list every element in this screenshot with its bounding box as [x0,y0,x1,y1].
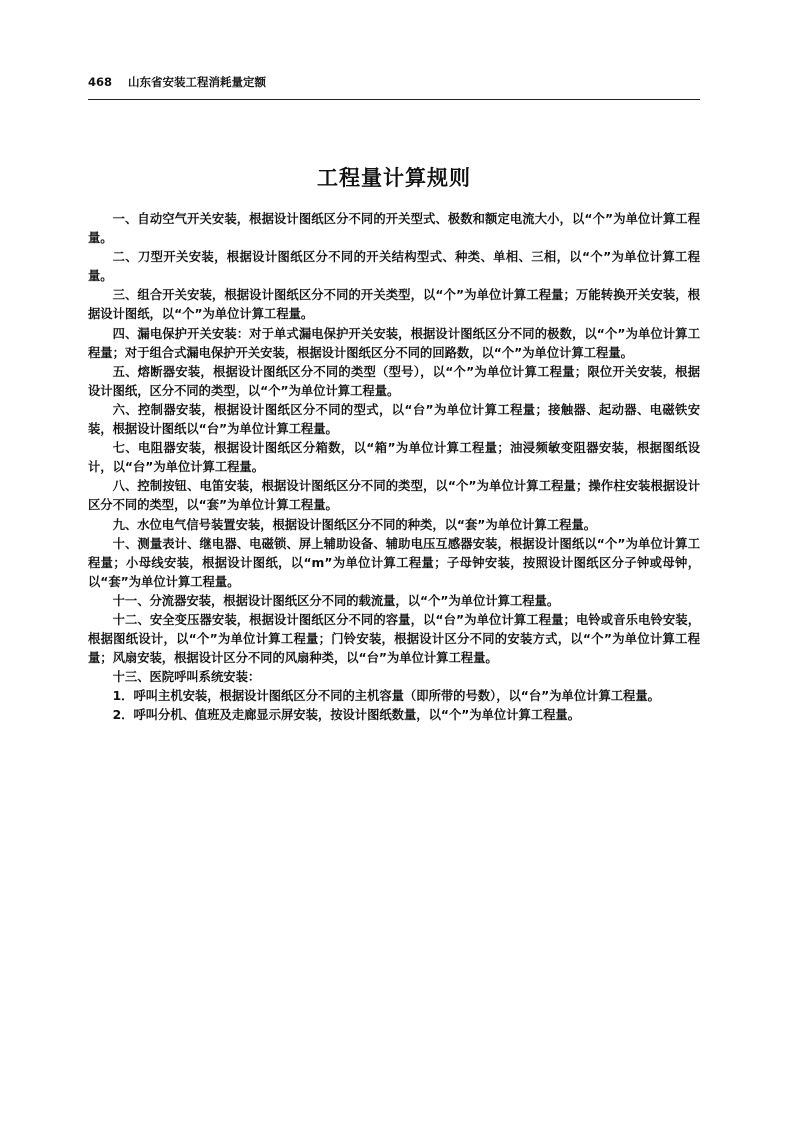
rule-paragraph-9: 九、水位电气信号装置安装，根据设计图纸区分不同的种类，以“套”为单位计算工程量。 [112,517,597,532]
rule-paragraph-2: 二、刀型开关安装，根据设计图纸区分不同的开关结构型式、种类、单相、三相，以“个”为单位计算工程量。 [88,250,700,284]
rule-paragraph-5: 五、熔断器安装，根据设计图纸区分不同的类型（型号），以“个”为单位计算工程量；限位开关安装，根据设计图纸，区分不同的类型，以“个”为单位计算工程量。 [88,364,700,398]
book-title: 山东省安装工程消耗量定额 [128,75,267,89]
rule-paragraph-8: 八、控制按钮、电笛安装，根据设计图纸区分不同的类型，以“个”为单位计算工程量；操作柱安装根据设计区分不同的类型，以“套”为单位计算工程量。 [88,479,700,513]
rule-paragraph-3: 三、组合开关安装，根据设计图纸区分不同的开关类型，以“个”为单位计算工程量；万能转换开关安装，根据设计图纸，以“个”为单位计算工程量。 [88,288,700,322]
rule-paragraph-7: 七、电阻器安装，根据设计图纸区分箱数，以“箱”为单位计算工程量；油浸频敏变阻器安装，根据图纸设计，以“台”为单位计算工程量。 [88,441,700,475]
rule-paragraph-1: 一、自动空气开关安装，根据设计图纸区分不同的开关型式、极数和额定电流大小，以“个”为单位计算工程量。 [88,212,700,246]
rule-paragraph-13: 十三、医院呼叫系统安装： [112,670,261,685]
rule-paragraph-11: 十一、分流器安装，根据设计图纸区分不同的载流量，以“个”为单位计算工程量。 [112,593,560,608]
running-header [88,74,700,96]
rule-paragraph-10: 十、测量表计、继电器、电磁锁、屏上辅助设备、辅助电压互感器安装，根据设计图纸以“个”为单位计算工程量；小母线安装，根据设计图纸，以“m”为单位计算工程量；子母钟安装，按照设计图纸区分子钟或母钟，以“套”为单位计算工程量。 [88,536,700,589]
header-rule [88,99,700,100]
page-number: 468 [88,75,113,89]
rule-paragraph-4: 四、漏电保护开关安装：对于单式漏电保护开关安装，根据设计图纸区分不同的极数，以“个”为单位计算工程量；对于组合式漏电保护开关安装，根据设计图纸区分不同的回路数，以“个”为单位计算工程量。 [88,326,700,360]
rule-paragraph-6: 六、控制器安装，根据设计图纸区分不同的型式，以“台”为单位计算工程量；接触器、起动器、电磁铁安装，根据设计图纸以“台”为单位计算工程量。 [88,402,700,437]
rule-paragraph-12: 十二、安全变压器安装，根据设计图纸区分不同的容量，以“台”为单位计算工程量；电铃或音乐电铃安装，根据图纸设计，以“个”为单位计算工程量；门铃安装，根据设计区分不同的安装方式，以“个”为单位计算工程量；风扇安装，根据设计区分不同的风扇种类，以“台”为单位计算工程量。 [88,612,700,666]
rules-body [88,210,700,726]
rule-subitem-2: 2．呼叫分机、值班及走廊显示屏安装，按设计图纸数量，以“个”为单位计算工程量。 [112,708,581,723]
rule-subitem-1: 1．呼叫主机安装，根据设计图纸区分不同的主机容量（即所带的号数），以“台”为单位计算工程量。 [112,689,660,704]
section-title: 工程量计算规则 [317,166,471,190]
